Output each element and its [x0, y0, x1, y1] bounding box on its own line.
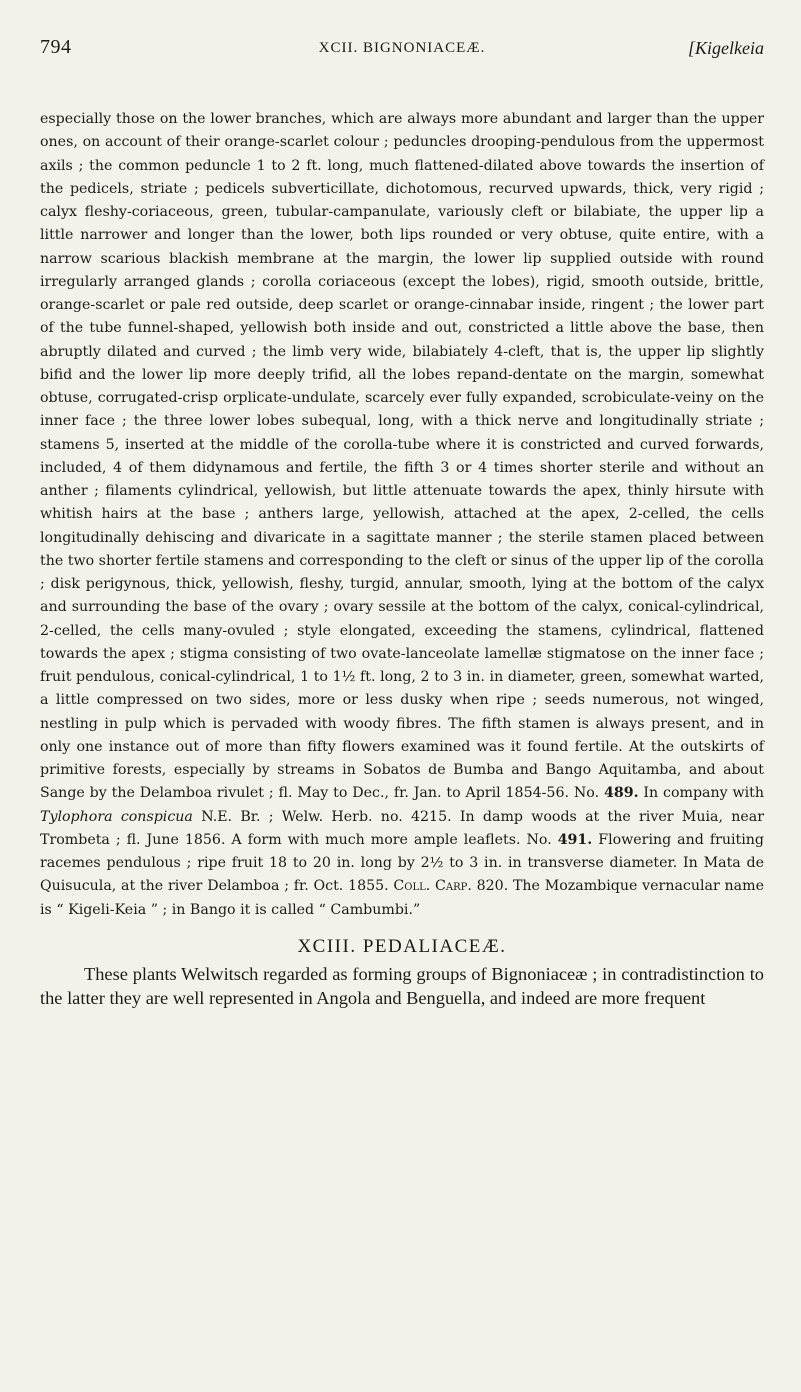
specimen-text: N.E. Br. ; Welw. Herb. no. 4215. In damp woods at the river Muia, near Trombeta ; fl. June 1856. A form with much more ample leaflets. [40, 808, 765, 848]
book-page [40, 36, 764, 1010]
running-head [40, 36, 764, 70]
associate-species: Tylophora conspicua [40, 808, 193, 825]
collection-label: Coll. Carp. [393, 878, 472, 895]
collection-number: 820. [476, 878, 509, 895]
description-text: especially those on the lower branches, which are always more abundant and larger than the upper ones, on account of their orange-scarlet colour ; peduncles drooping-pendulous from the uppermost axils ; the common peduncle 1 to 2 ft. long, much flattened-dilated above towards the insertion of the pedicels, striate ; pedicels subverticillate, dichotomous, recurved upwards, thick, very rigid ; calyx fleshy-coriaceous, green, tubular-campanulate, variously cleft or bilabiate, the upper lip a little narrower and longer than the lower, both lips rounded or very obtuse, quite entire, with a narrow scarious blackish membrane at the margin, the lower lip supplied outside with round irregularly arranged glands ; corolla coriaceous (except the lobes), rigid, smooth outside, brittle, orange-scarlet or pale red outside, deep scarlet or orange-cinnabar inside, ringent ; the lower part of the tube funnel-shaped, yellowish both inside and out, constricted a little above the base, then abruptly dilated and curved ; the limb very wide, bilabiately 4-cleft, that is, the upper lip slightly bifid and the lower lip more deeply trifid, all the lobes repand-dentate on the margin, somewhat obtuse, corrugated-crisp orplicate-undulate, scarcely ever fully expanded, scrobiculate-veiny on the inner face ; the three lower lobes subequal, long, with a thick nerve and longitudinally striate ; stamens 5, inserted at the middle of the corolla-tube where it is constricted and curved forwards, included, 4 of them didynamous and fertile, the fifth 3 or 4 times shorter sterile and without an anther ; filaments cylindrical, yellowish, but little attenuate towards the apex, thinly hirsute with whitish hairs at the base ; anthers large, yellowish, attached at the apex, 2-celled, the cells longitudinally dehiscing and divaricate in a sagittate manner ; the sterile stamen placed between the two shorter fertile stamens and corresponding to the cleft or sinus of the upper lip of the corolla ; disk perigynous, thick, yellowish, fleshy, turgid, annular, smooth, lying at the bottom of the calyx and surrounding the base of the ovary ; ovary sessile at the bottom of the calyx, conical-cylindrical, 2-celled, the cells many-ovuled ; style elongated, exceeding the stamens, cylindrical, flattened towards the apex ; stigma consisting of two ovate-lanceolate lamellæ stigmatose on the inner face ; fruit pendulous, conical-cylindrical, 1 to 1½ ft. long, 2 to 3 in. in diameter, green, somewhat warted, a little compressed on two sides, more or less dusky when ripe ; seeds numerous, not winged, nestling in pulp which is pervaded with woody fibres. The fifth stamen is always present, and in only one instance out of more than fifty flowers examined was it found fertile. At the outskirts of primitive forests, especially by streams in Sobatos de Bumba and Bango Aquitamba, and about Sange by the Delamboa rivulet ; fl. May to Dec., fr. Jan. to April 1854-56. [40, 111, 764, 802]
specimen-number: 489. [603, 785, 639, 802]
specimen-number: 491. [557, 831, 593, 848]
specimen-text: In company with [643, 785, 765, 802]
specimen-label: No. [526, 831, 552, 848]
vernacular-names: The Mozambique vernacular name is “ Kigeli-Keia ” ; in Bango it is called “ Cambumbi.” [40, 878, 764, 918]
genus-title: [Kigelkeia [688, 38, 764, 58]
chapter-title: XCII. BIGNONIACEÆ. [318, 40, 486, 56]
section-heading: XCIII. PEDALIACEÆ. [297, 935, 507, 957]
page-number: 794 [40, 36, 72, 58]
description-paragraph [40, 108, 764, 922]
specimen-label: No. [573, 785, 600, 802]
species-description [40, 108, 764, 922]
section-intro: These plants Welwitsch regarded as forming groups of Bignoniaceæ ; in contradistinction to the latter they are well represented in Angola and Benguella, and indeed are more frequent [40, 963, 764, 1008]
specimen-text: Flowering and fruiting racemes pendulous ; ripe fruit 18 to 20 in. long by 2½ to 3 in. in transverse diameter. In Mata de Quisucula, at the river Delamboa ; fr. Oct. 1855. [40, 831, 764, 895]
